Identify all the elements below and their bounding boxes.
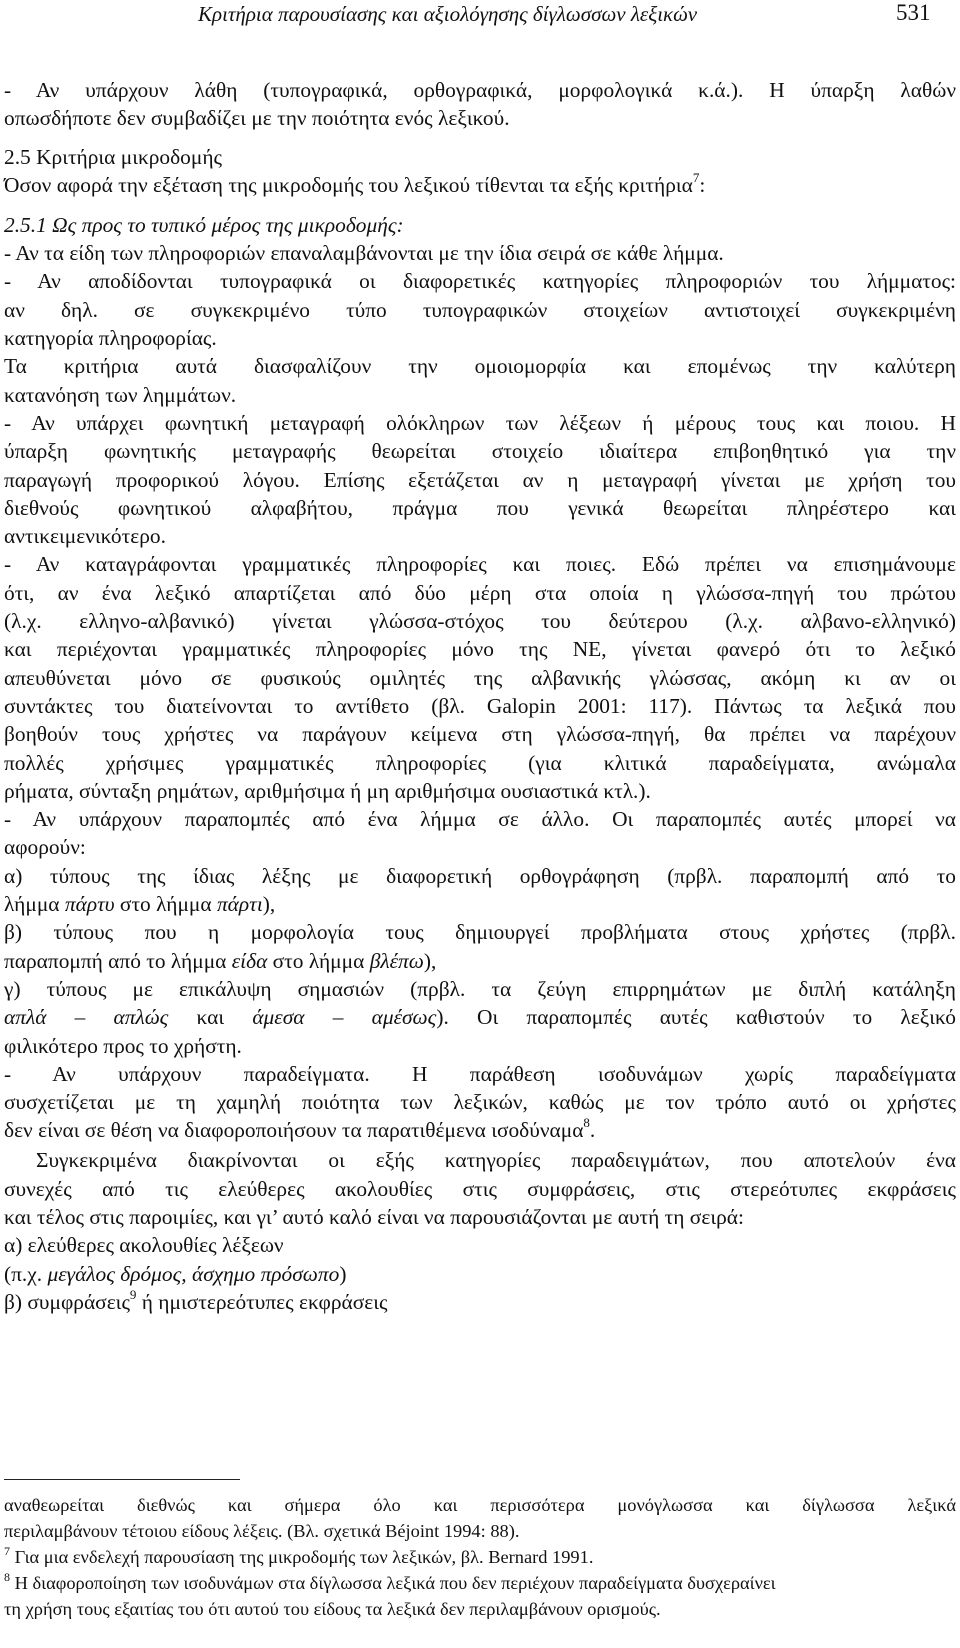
text-line: αντικειμενικότερο.: [4, 524, 166, 549]
text-line: απευθύνεται μόνο σε φυσικούς ομιλητές της αλβανικής γλώσσας, ακόμη κι αν οι: [4, 665, 956, 690]
text-line: απλά – απλώς και άμεσα – αμέσως). Οι παραπομπές αυτές καθιστούν το λεξικό: [4, 1005, 956, 1030]
text-line: ότι, αν ένα λεξικό απαρτίζεται από δύο μέρη στα οποία η γλώσσα-πηγή του πρώτου: [4, 580, 956, 605]
text-line: κατανόηση των λημμάτων.: [4, 382, 237, 407]
example-word: πάρτυ: [64, 892, 115, 917]
text-line: (λ.χ. ελληνο-αλβανικό) γίνεται γλώσσα-στόχος του δεύτερου (λ.χ. αλβανο-ελληνικό): [4, 609, 956, 634]
main-text: [4, 76, 956, 1316]
text-line: πολλές χρήσιμες γραμματικές πληροφορίες (για κλιτικά παραδείγματα, ανώμαλα: [4, 750, 956, 775]
footnote-line: περιλαμβάνουν τέτοιου είδους λέξεις. (Βλ. σχετικά Béjoint 1994: 88).: [4, 1521, 520, 1541]
running-title: Κριτήρια παρουσίασης και αξιολόγησης δίγλωσσων λεξικών: [198, 2, 698, 26]
text-line: ύπαρξη φωνητικής μεταγραφής θεωρείται στοιχείο ιδιαίτερα επιβοηθητικό για την: [4, 439, 956, 464]
text-line: βοηθούν τους χρήστες να παράγουν κείμενα στη γλώσσα-πηγή, θα πρέπει να παρέχουν: [4, 722, 956, 747]
text-line: συνεχές από τις ελεύθερες ακολουθίες στις συμφράσεις, στις στερεότυπες εκφράσεις: [4, 1176, 956, 1201]
page-header: [0, 0, 960, 30]
text-line: - Αν υπάρχει φωνητική μεταγραφή ολόκληρων των λέξεων ή μέρους τους και ποιου. Η: [4, 410, 956, 435]
example-word: άμεσα – αμέσως: [252, 1005, 437, 1030]
text-line: α) τύπους της ίδιας λέξης με διαφορετική ορθογράφηση (πρβλ. παραπομπή από το: [4, 863, 956, 888]
text-line: - Αν υπάρχουν λάθη (τυπογραφικά, ορθογραφικά, μορφολογικά κ.ά.). Η ύπαρξη λαθών: [4, 78, 956, 102]
text-line: και τέλος στις παροιμίες, και γι’ αυτό καλό είναι να παρουσιάζονται με αυτή τη σειρά:: [4, 1204, 744, 1229]
text-line: (π.χ. μεγάλος δρόμος, άσχημο πρόσωπο): [4, 1261, 347, 1286]
footnotes: [4, 1492, 956, 1622]
text-line: - Αν καταγράφονται γραμματικές πληροφορίες και ποιες. Εδώ πρέπει να επισημάνουμε: [4, 552, 956, 577]
footnote-7: $^7$ Για μια ενδελεχή παρουσίαση της μικροδομής των λεξικών, βλ. Bernard 1991.: [4, 1543, 594, 1567]
footnote-line: αναθεωρείται διεθνώς και σήμερα όλο και περισσότερα μονόγλωσσα και δίγλωσσα λεξικά: [4, 1495, 956, 1515]
example-word: είδα: [231, 948, 268, 973]
text-line: Συγκεκριμένα διακρίνονται οι εξής κατηγορίες παραδειγμάτων, που αποτελούν ένα: [36, 1148, 956, 1173]
text-line: λήμμα πάρτυ στο λήμμα πάρτι),: [4, 892, 276, 917]
text-line: Όσον αφορά την εξέταση της μικροδομής του λεξικού τίθενται τα εξής κριτήρια$^7$:: [4, 169, 706, 197]
example-word: βλέπω: [369, 948, 424, 973]
footnote-line: τη χρήση τους εξαιτίας του ότι αυτού του είδους τα λεξικά δεν περιλαμβάνουν ορισμούς.: [4, 1599, 661, 1619]
text-line: Τα κριτήρια αυτά διασφαλίζουν την ομοιομορφία και επομένως την καλύτερη: [4, 354, 956, 379]
text-line: συσχετίζεται με τη χαμηλή ποιότητα των λεξικών, καθώς με τον τρόπο αυτό οι χρήστες: [4, 1090, 956, 1115]
example-word: μεγάλος δρόμος, άσχημο πρόσωπο: [47, 1261, 340, 1286]
text-line: ρήματα, σύνταξη ρημάτων, αριθμήσιμα ή μη αριθμήσιμα ουσιαστικά κτλ.).: [4, 778, 651, 803]
example-word: απλά – απλώς: [4, 1005, 169, 1030]
text-line: - Αν υπάρχουν παραδείγματα. Η παράθεση ισοδυνάμων χωρίς παραδείγματα: [4, 1061, 956, 1086]
text-line: φιλικότερο προς το χρήστη.: [4, 1033, 242, 1058]
subsection-heading: 2.5.1 Ως προς το τυπικό μέρος της μικροδομής:: [4, 212, 404, 237]
example-word: πάρτι: [216, 892, 263, 917]
text-line: β) συμφράσεις$^9$ ή ημιστερεότυπες εκφράσεις: [4, 1286, 388, 1314]
text-line: οπωσδήποτε δεν συμβαδίζει με την ποιότητα ενός λεξικού.: [4, 106, 510, 131]
text-line: και περιέχονται γραμματικές πληροφορίες μόνο της ΝΕ, γίνεται φανερό ότι το λεξικό: [4, 637, 956, 662]
text-line: διεθνούς φωνητικού αλφαβήτου, πράγμα που γενικά θεωρείται πληρέστερο και: [4, 495, 956, 520]
text-line: συντάκτες του διατείνονται το αντίθετο (βλ. Galopin 2001: 117). Πάντως τα λεξικά που: [4, 693, 956, 718]
text-line: αν δηλ. σε συγκεκριμένο τύπο τυπογραφικών στοιχείων αντιστοιχεί συγκεκριμένη: [4, 297, 956, 322]
page-number: 531: [896, 0, 931, 25]
text-line: δεν είναι σε θέση να διαφοροποιήσουν τα παρατιθέμενα ισοδύναμα$^8$.: [4, 1115, 596, 1143]
footnote-number: 8: [4, 1569, 10, 1584]
text-line: παραπομπή από το λήμμα είδα στο λήμμα βλέπω),: [4, 948, 437, 973]
footnote-ref: 9: [129, 1286, 137, 1302]
text-line: α) ελεύθερες ακολουθίες λέξεων: [4, 1233, 284, 1258]
footnote-ref: 8: [583, 1115, 590, 1131]
footnote-rule: [4, 1479, 240, 1480]
text-line: παραγωγή προφορικού λόγου. Επίσης εξετάζεται αν η μεταγραφή γίνεται με χρήση του: [4, 467, 956, 492]
text-line: - Αν αποδίδονται τυπογραφικά οι διαφορετικές κατηγορίες πληροφοριών του λήμματος:: [4, 269, 956, 294]
footnote-ref: 7: [692, 169, 700, 185]
footnote-8: $^8$ Η διαφοροποίηση των ισοδυνάμων στα δίγλωσσα λεξικά που δεν περιέχουν παραδείγματα δυσχεραίνει: [4, 1569, 776, 1593]
footnote-number: 7: [4, 1543, 10, 1558]
section-heading: 2.5 Κριτήρια μικροδομής: [4, 144, 223, 169]
text-line: - Αν υπάρχουν παραπομπές από ένα λήμμα σε άλλο. Οι παραπομπές αυτές μπορεί να: [4, 807, 956, 832]
text-line: κατηγορία πληροφορίας.: [4, 326, 217, 351]
text-line: γ) τύπους με επικάλυψη σημασιών (πρβλ. τα ζεύγη επιρρημάτων με διπλή κατάληξη: [4, 976, 956, 1001]
text-line: αφορούν:: [4, 835, 86, 860]
text-line: β) τύπους που η μορφολογία τους δημιουργεί προβλήματα στους χρήστες (πρβλ.: [4, 920, 956, 945]
text-line: - Αν τα είδη των πληροφοριών επαναλαμβάνονται με την ίδια σειρά σε κάθε λήμμα.: [4, 241, 724, 266]
